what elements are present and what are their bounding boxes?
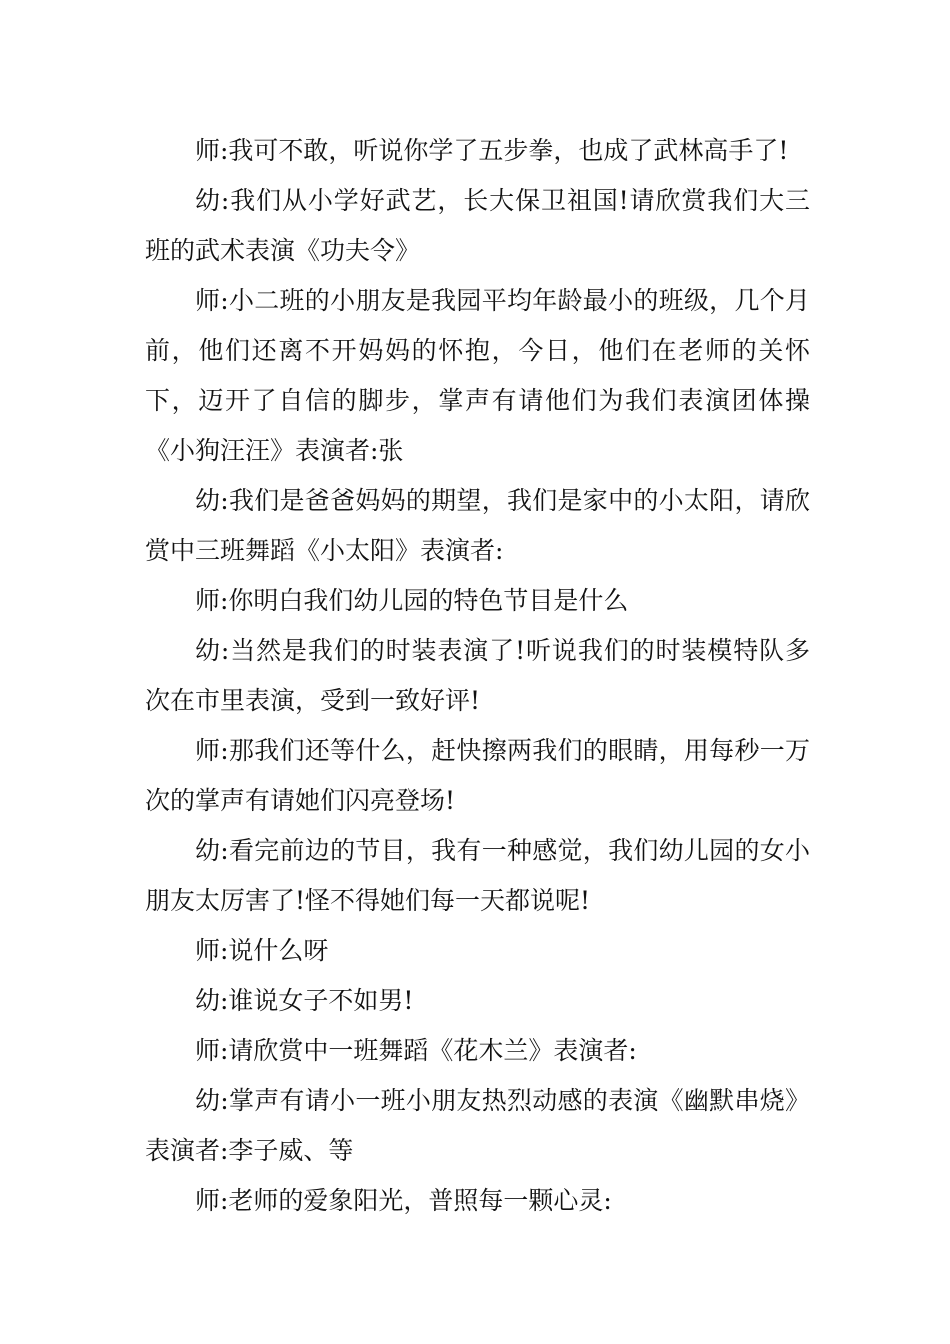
dialogue-paragraph: 幼:掌声有请小一班小朋友热烈动感的表演《幽默串烧》表演者:李子威、等 (145, 1086, 810, 1165)
dialogue-paragraph: 幼:我们是爸爸妈妈的期望，我们是家中的小太阳，请欣赏中三班舞蹈《小太阳》表演者: (145, 486, 810, 565)
dialogue-paragraph: 师:那我们还等什么，赶快擦两我们的眼睛，用每秒一万次的掌声有请她们闪亮登场! (145, 736, 810, 815)
dialogue-paragraph: 师:你明白我们幼儿园的特色节目是什么 (195, 586, 629, 615)
dialogue-paragraph: 师:我可不敢，听说你学了五步拳，也成了武林高手了! (195, 136, 789, 165)
dialogue-paragraph: 幼:看完前边的节目，我有一种感觉，我们幼儿园的女小朋友太厉害了!怪不得她们每一天都说呢! (145, 836, 810, 915)
dialogue-paragraph: 师:说什么呀 (195, 936, 329, 965)
dialogue-paragraph: 幼:当然是我们的时装表演了!听说我们的时装模特队多次在市里表演，受到一致好评! (145, 636, 810, 715)
dialogue-paragraph: 师:小二班的小朋友是我园平均年龄最小的班级，几个月前，他们还离不开妈妈的怀抱，今日，他们在老师的关怀下，迈开了自信的脚步，掌声有请他们为我们表演团体操《小狗汪汪》表演者:张 (145, 286, 810, 465)
dialogue-paragraph: 师:请欣赏中一班舞蹈《花木兰》表演者: (195, 1036, 637, 1065)
dialogue-paragraph: 师:老师的爱象阳光，普照每一颗心灵: (195, 1186, 612, 1215)
dialogue-paragraph: 幼:我们从小学好武艺，长大保卫祖国!请欣赏我们大三班的武术表演《功夫令》 (145, 186, 810, 265)
dialogue-paragraph: 幼:谁说女子不如男! (195, 986, 414, 1015)
dialogue-body (145, 126, 810, 1226)
